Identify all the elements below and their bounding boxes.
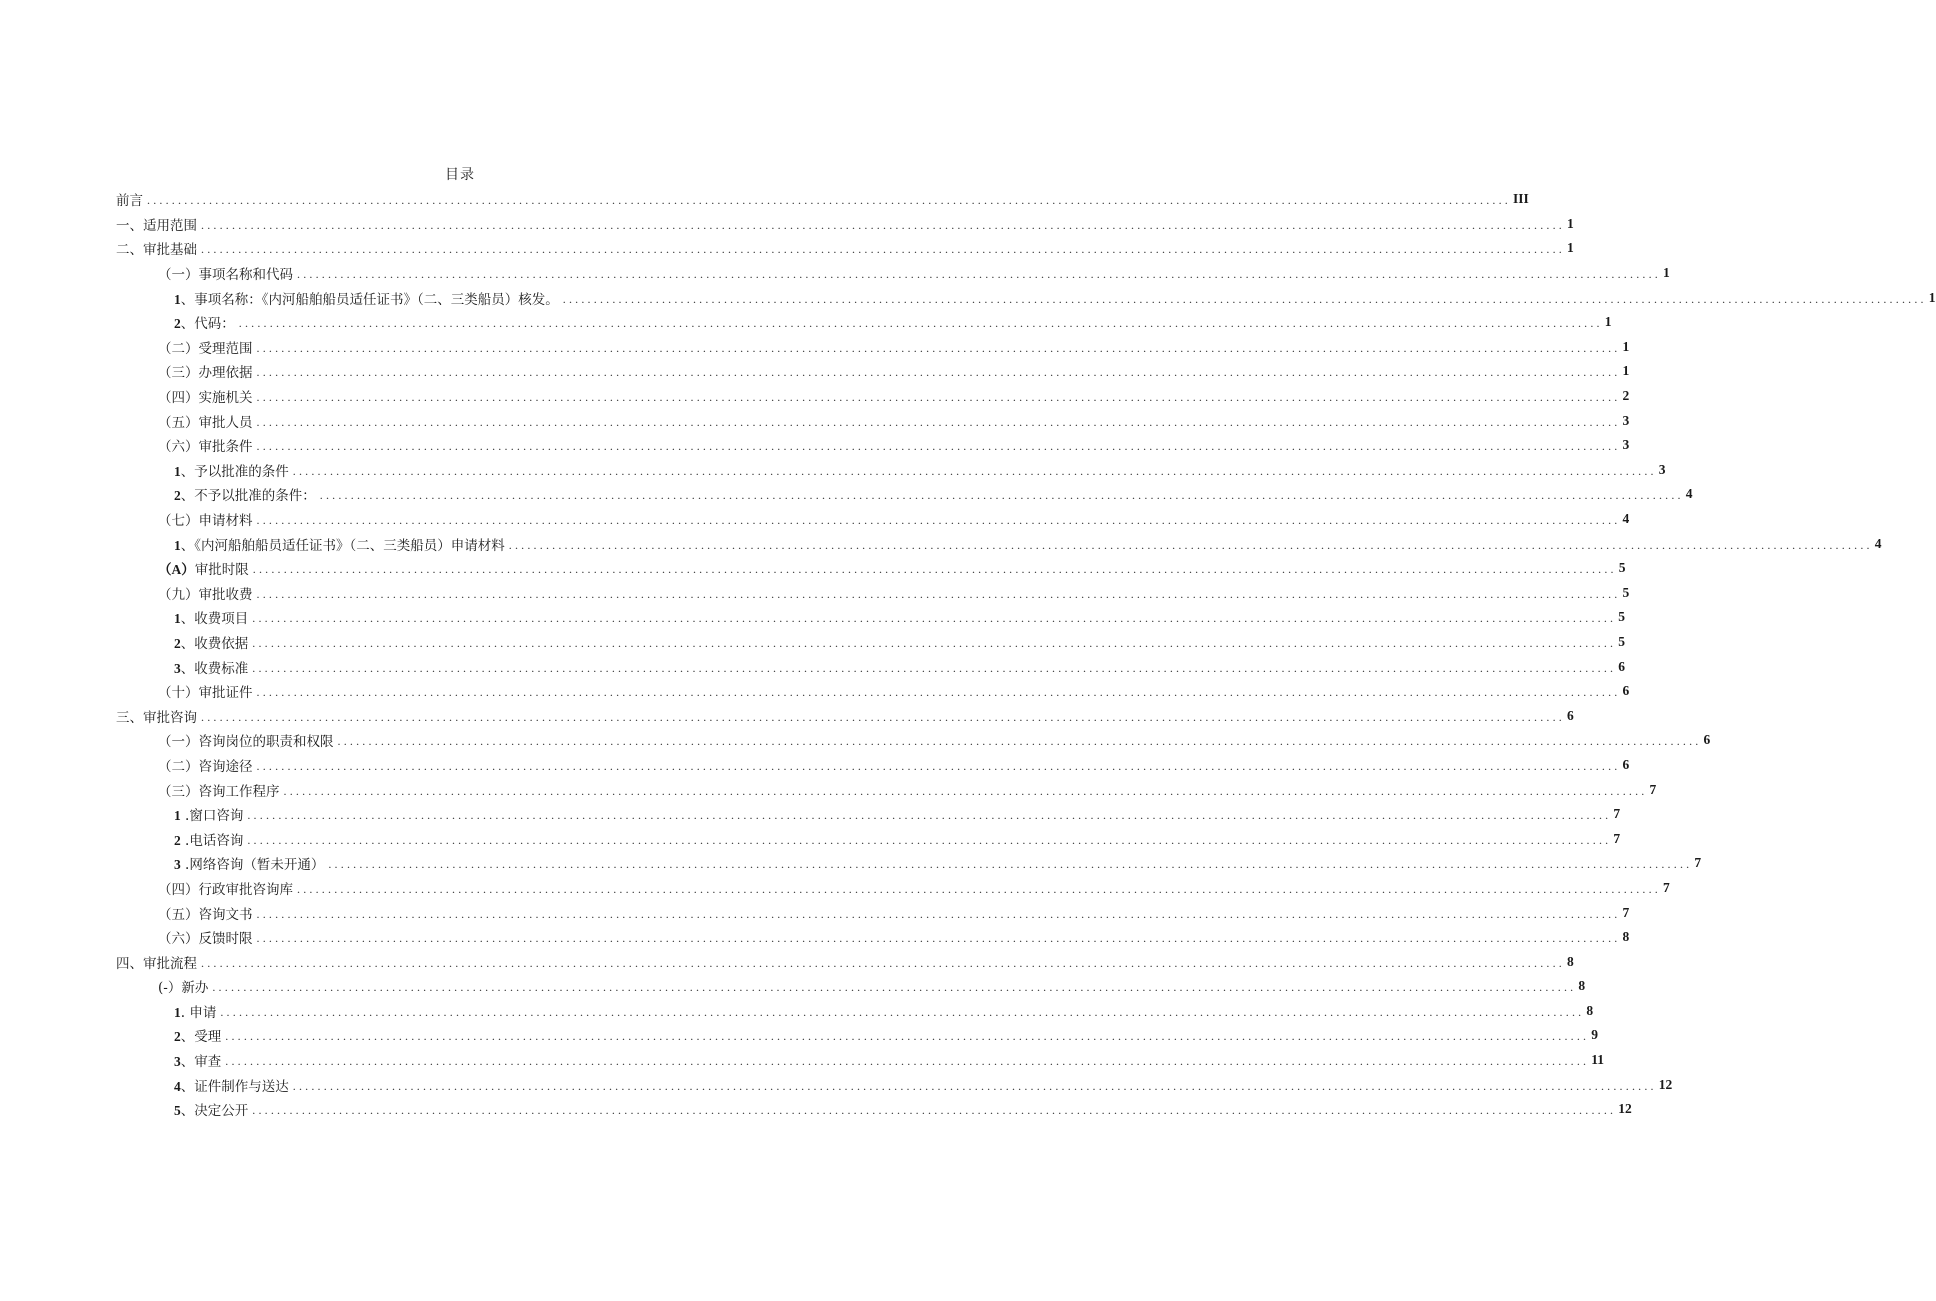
toc-entry-text: （四）行政审批咨询库 [158, 881, 293, 898]
toc-entry-text: 前言 [116, 193, 143, 210]
toc-entry-number: 1 [174, 1004, 181, 1020]
toc-page-number: 7 [1622, 904, 1630, 920]
toc-entry[interactable] [116, 556, 1626, 581]
toc-entry-label [174, 534, 505, 554]
toc-entry[interactable] [116, 679, 1630, 704]
toc-page-number: 5 [1622, 584, 1630, 600]
toc-entry-number: 3 [174, 660, 181, 676]
toc-entry[interactable] [116, 581, 1630, 606]
toc-entry[interactable] [116, 1097, 1632, 1122]
toc-dot-leader: ............................................................................................................................................................................................................................ [201, 217, 1565, 232]
toc-dot-leader: ............................................................................................................................................................................................................................ [256, 685, 1621, 700]
toc-dot-leader: ............................................................................................................................................................................................................................ [220, 1004, 1585, 1019]
toc-entry-text: .网络咨询（暂未开通） [180, 857, 325, 874]
toc-entry-text: 、收费依据 [180, 635, 249, 652]
toc-entry[interactable] [116, 851, 1702, 876]
toc-page-number: 11 [1591, 1052, 1605, 1068]
toc-dot-leader: ............................................................................................................................................................................................................................ [256, 340, 1621, 355]
toc-dot-leader: ............................................................................................................................................................................................................................ [147, 193, 1511, 208]
toc-page-number: 6 [1622, 683, 1630, 699]
toc-entry-number: 2 [174, 1029, 181, 1045]
toc-dot-leader: ............................................................................................................................................................................................................................ [297, 267, 1661, 282]
toc-entry[interactable] [116, 212, 1574, 237]
toc-entry-text: 一、适用范围 [116, 217, 197, 234]
toc-entry-text: （五）审批人员 [158, 414, 253, 431]
toc-entry[interactable] [116, 900, 1630, 925]
toc-entry-text: 四、审批流程 [116, 955, 197, 972]
toc-dot-leader: ............................................................................................................................................................................................................................ [252, 611, 1617, 626]
toc-entry-text: （一）事项名称和代码 [158, 267, 293, 284]
toc-dot-leader: ............................................................................................................................................................................................................................ [256, 513, 1621, 528]
toc-entry-text: 三、审批咨询 [116, 709, 197, 726]
toc-entry-label [174, 607, 248, 627]
toc-entry-label [158, 755, 253, 775]
toc-entry-label [174, 1050, 221, 1070]
toc-entry-text: 、审查 [180, 1054, 222, 1071]
toc-entry-label [158, 730, 334, 750]
toc-entry-number: 3 [174, 1054, 181, 1070]
toc-dot-leader: ............................................................................................................................................................................................................................ [256, 906, 1621, 921]
toc-entry-label [174, 804, 243, 824]
toc-entry-text: （六）反馈时限 [158, 931, 253, 948]
toc-entry[interactable] [116, 703, 1574, 728]
toc-entry-label [174, 1001, 216, 1021]
toc-dot-leader: ............................................................................................................................................................................................................................ [252, 660, 1617, 675]
toc-entry-label [174, 1075, 289, 1095]
toc-entry-label [174, 484, 316, 504]
toc-entry-text: (-）新办 [158, 980, 209, 997]
toc-entry-label [174, 657, 248, 677]
toc-entry[interactable] [116, 826, 1621, 851]
toc-entry-text: 、收费标准 [180, 660, 249, 677]
toc-page-number: 3 [1658, 461, 1666, 477]
toc-page-number: 4 [1622, 511, 1630, 527]
toc-entry-label [116, 214, 197, 234]
toc-entry[interactable] [116, 482, 1693, 507]
toc-page-number: 5 [1618, 609, 1625, 625]
toc-entry-label [158, 558, 249, 578]
toc-page-number: 6 [1567, 707, 1574, 723]
toc-page-number: 4 [1874, 535, 1882, 551]
toc-entry-label [158, 386, 253, 406]
toc-dot-leader: ............................................................................................................................................................................................................................ [283, 783, 1648, 798]
toc-entry[interactable] [116, 728, 1711, 753]
toc-entry-label [116, 189, 143, 209]
toc-entry[interactable] [116, 236, 1574, 261]
toc-entry-label [174, 288, 559, 308]
toc-page-number: 7 [1694, 855, 1702, 871]
toc-entry-label [174, 1099, 248, 1119]
toc-entry-text: 、收费项目 [180, 611, 249, 628]
toc-entry-text: （六）审批条件 [158, 439, 253, 456]
toc-entry[interactable] [116, 999, 1594, 1024]
toc-entry-label [116, 706, 197, 726]
toc-entry-label [158, 780, 280, 800]
toc-dot-leader: ............................................................................................................................................................................................................................ [201, 955, 1565, 970]
toc-entry-number: 2 [174, 316, 181, 332]
toc-entry-text: 、予以批准的条件 [180, 463, 289, 480]
toc-entry-label [158, 361, 253, 381]
toc-entry-number: （A） [158, 562, 195, 578]
toc-page-number: 3 [1622, 412, 1630, 428]
toc-entry-label [158, 411, 253, 431]
toc-page-number: 5 [1618, 560, 1626, 576]
table-of-contents [116, 187, 1936, 1122]
toc-page-number: 8 [1622, 929, 1630, 945]
toc-entry[interactable] [116, 1023, 1598, 1048]
toc-entry-text: （三）办理依据 [158, 365, 253, 382]
toc-entry-label [158, 435, 253, 455]
toc-entry-label [158, 337, 253, 357]
toc-entry-label [174, 853, 324, 873]
toc-dot-leader: ............................................................................................................................................................................................................................ [256, 586, 1621, 601]
toc-entry-label [116, 952, 197, 972]
toc-entry-number: 2 [174, 635, 181, 651]
toc-entry-number: 1 [174, 291, 181, 307]
toc-page-number: 1 [1928, 289, 1936, 305]
toc-entry[interactable] [116, 630, 1625, 655]
toc-entry-label [158, 681, 253, 701]
toc-entry-text: 、事项名称：《内河船舶船员适任证书》（二、三类船员）核发。 [180, 291, 559, 308]
toc-entry-text: （五）咨询文书 [158, 906, 253, 923]
toc-page-number: 1 [1567, 240, 1574, 256]
toc-entry-text: （十）审批证件 [158, 685, 253, 702]
toc-entry-label [116, 238, 197, 258]
toc-dot-leader: ............................................................................................................................................................................................................................ [225, 1029, 1590, 1044]
toc-entry[interactable] [116, 310, 1612, 335]
toc-entry-label [158, 583, 253, 603]
toc-dot-leader: ............................................................................................................................................................................................................................ [328, 857, 1693, 872]
toc-dot-leader: ............................................................................................................................................................................................................................ [252, 635, 1617, 650]
toc-entry-number: 2 [174, 488, 181, 504]
toc-entry-text: 、《内河船舶船员适任证书》（二、三类船员）申请材料 [180, 537, 505, 554]
toc-dot-leader: ............................................................................................................................................................................................................................ [247, 808, 1612, 823]
toc-page-number: 12 [1658, 1076, 1673, 1092]
toc-entry-text: 二、审批基础 [116, 242, 197, 259]
toc-entry[interactable] [116, 384, 1630, 409]
toc-entry[interactable] [116, 654, 1625, 679]
toc-entry-number: 1 [174, 537, 181, 553]
toc-entry-text: 、受理 [180, 1029, 222, 1046]
toc-entry-label [158, 509, 253, 529]
toc-dot-leader: ............................................................................................................................................................................................................................ [297, 881, 1661, 896]
toc-entry-label [174, 632, 248, 652]
toc-entry-label [158, 927, 253, 947]
toc-page-number: 8 [1578, 978, 1586, 994]
toc-dot-leader: ............................................................................................................................................................................................................................ [247, 832, 1612, 847]
toc-entry[interactable] [116, 777, 1657, 802]
toc-entry-text: （四）实施机关 [158, 390, 253, 407]
toc-entry-text: （二）咨询途径 [158, 758, 253, 775]
toc-page-number: 7 [1613, 830, 1621, 846]
toc-entry-text: 、决定公开 [180, 1103, 249, 1120]
toc-entry-text: 审批时限 [194, 562, 249, 579]
toc-page-number: 12 [1618, 1101, 1632, 1117]
toc-entry[interactable] [116, 802, 1621, 827]
toc-dot-leader: ............................................................................................................................................................................................................................ [238, 316, 1603, 331]
toc-entry[interactable] [116, 1072, 1673, 1097]
toc-page-number: 3 [1622, 437, 1630, 453]
toc-entry-text: （二）受理范围 [158, 340, 253, 357]
toc-entry[interactable] [116, 261, 1670, 286]
toc-entry-number: 4 [174, 1078, 181, 1094]
toc-entry[interactable] [116, 1048, 1605, 1073]
toc-entry-text: （九）审批收费 [158, 586, 253, 603]
toc-entry-text: 、不予以批准的条件： [180, 488, 316, 505]
toc-entry-number: 5 [174, 1103, 181, 1119]
toc-entry-text: .电话咨询 [180, 832, 244, 849]
toc-entry[interactable] [116, 605, 1625, 630]
toc-page-number: 2 [1622, 388, 1630, 404]
toc-dot-leader: ............................................................................................................................................................................................................................ [256, 414, 1621, 429]
toc-page-number: 7 [1649, 781, 1657, 797]
toc-entry[interactable] [116, 949, 1574, 974]
toc-dot-leader: ............................................................................................................................................................................................................................ [201, 242, 1565, 257]
toc-dot-leader: ............................................................................................................................................................................................................................ [256, 365, 1621, 380]
toc-entry-text: （三）咨询工作程序 [158, 783, 280, 800]
toc-entry[interactable] [116, 507, 1630, 532]
toc-page-number: III [1513, 191, 1529, 207]
toc-entry-text: （一）咨询岗位的职责和权限 [158, 734, 334, 751]
toc-title: 目录 [445, 167, 475, 183]
toc-entry[interactable] [116, 974, 1586, 999]
toc-entry[interactable] [116, 335, 1630, 360]
toc-entry-number: 1 [174, 611, 181, 627]
toc-entry-number: 1 [174, 808, 181, 824]
toc-entry-text: 、证件制作与送达 [180, 1078, 289, 1095]
toc-page-number: 8 [1586, 1002, 1594, 1018]
toc-page-number: 8 [1567, 953, 1574, 969]
toc-dot-leader: ............................................................................................................................................................................................................................ [292, 1078, 1657, 1093]
toc-dot-leader: ............................................................................................................................................................................................................................ [212, 980, 1577, 995]
toc-page-number: 6 [1618, 658, 1625, 674]
toc-dot-leader: ............................................................................................................................................................................................................................ [508, 537, 1873, 552]
toc-entry-label [174, 829, 243, 849]
toc-entry-label [158, 903, 253, 923]
toc-page-number: 1 [1663, 265, 1670, 281]
toc-dot-leader: ............................................................................................................................................................................................................................ [256, 390, 1621, 405]
toc-dot-leader: ............................................................................................................................................................................................................................ [256, 931, 1621, 946]
toc-dot-leader: ............................................................................................................................................................................................................................ [319, 488, 1684, 503]
toc-dot-leader: ............................................................................................................................................................................................................................ [252, 1103, 1617, 1118]
toc-dot-leader: ............................................................................................................................................................................................................................ [256, 758, 1621, 773]
toc-entry-label [174, 460, 289, 480]
toc-dot-leader: ............................................................................................................................................................................................................................ [225, 1054, 1590, 1069]
toc-page-number: 4 [1685, 486, 1693, 502]
toc-entry-text: . 申请 [180, 1004, 217, 1021]
toc-page-number: 1 [1604, 314, 1612, 330]
toc-entry-label [158, 263, 293, 283]
toc-entry[interactable] [116, 531, 1882, 556]
toc-page-number: 5 [1618, 633, 1625, 649]
toc-dot-leader: ............................................................................................................................................................................................................................ [252, 562, 1617, 577]
toc-entry-label [158, 878, 293, 898]
toc-entry[interactable] [116, 359, 1630, 384]
toc-entry[interactable] [116, 187, 1529, 212]
toc-entry-text: （七）申请材料 [158, 513, 253, 530]
toc-dot-leader: ............................................................................................................................................................................................................................ [292, 463, 1657, 478]
toc-entry-number: 2 [174, 832, 181, 848]
toc-page-number: 7 [1663, 879, 1670, 895]
toc-entry-label [174, 1025, 221, 1045]
toc-entry[interactable] [116, 285, 1936, 310]
toc-entry-text: .窗口咨询 [180, 808, 244, 825]
toc-dot-leader: ............................................................................................................................................................................................................................ [562, 291, 1927, 306]
toc-entry-label [174, 312, 235, 332]
toc-entry[interactable] [116, 458, 1666, 483]
toc-entry[interactable] [116, 408, 1630, 433]
toc-page-number: 1 [1567, 215, 1574, 231]
toc-page-number: 1 [1622, 363, 1630, 379]
toc-page-number: 7 [1613, 806, 1621, 822]
toc-page-number: 9 [1591, 1027, 1598, 1043]
toc-page-number: 6 [1703, 732, 1711, 748]
toc-entry-number: 1 [174, 463, 181, 479]
toc-entry-text: 、代码： [180, 316, 235, 333]
toc-page-number: 6 [1622, 756, 1630, 772]
toc-entry[interactable] [116, 433, 1630, 458]
toc-entry[interactable] [116, 876, 1670, 901]
toc-entry[interactable] [116, 925, 1630, 950]
toc-entry-label [158, 976, 208, 996]
toc-page-number: 1 [1622, 338, 1630, 354]
toc-dot-leader: ............................................................................................................................................................................................................................ [337, 734, 1702, 749]
toc-entry[interactable] [116, 753, 1630, 778]
toc-dot-leader: ............................................................................................................................................................................................................................ [256, 439, 1621, 454]
toc-dot-leader: ............................................................................................................................................................................................................................ [201, 709, 1565, 724]
toc-entry-number: 3 [174, 857, 181, 873]
